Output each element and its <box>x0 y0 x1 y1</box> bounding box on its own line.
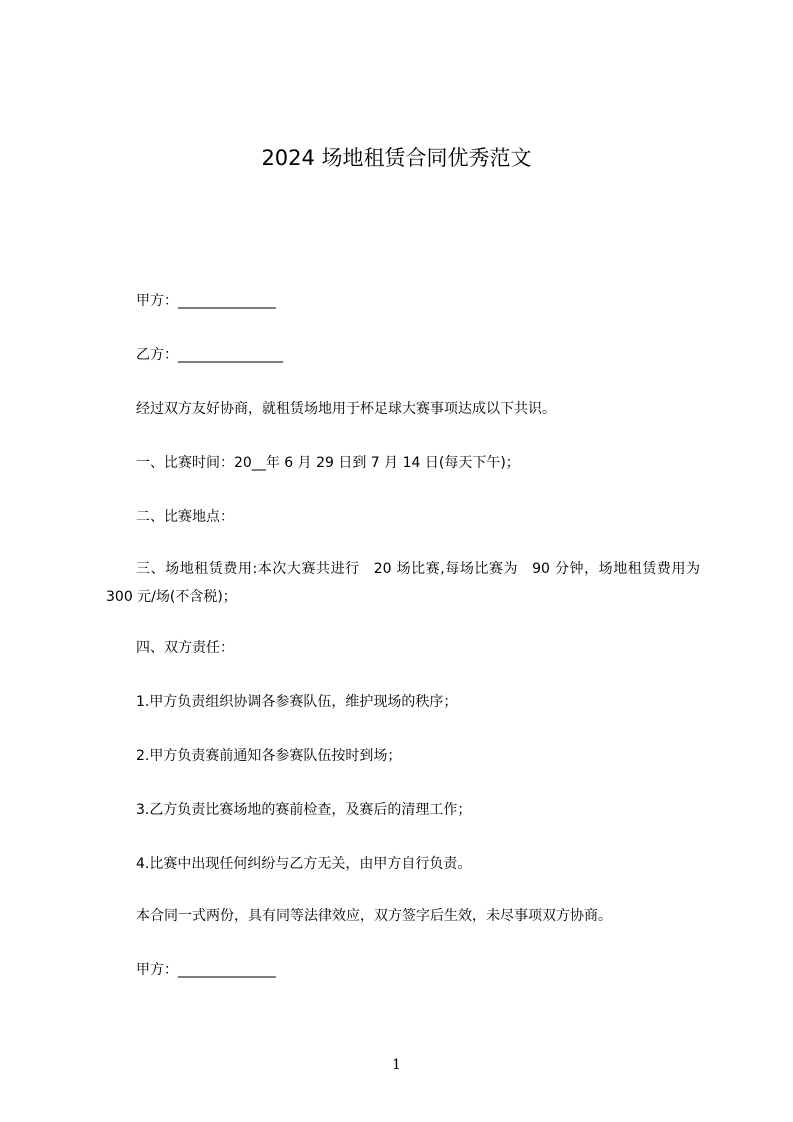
duty-item-2: 2.甲方负责赛前通知各参赛队伍按时到场； <box>136 748 402 764</box>
party-b-line: 乙方：_______________ <box>136 347 283 363</box>
clause-3-fees-part-2: 20 场比赛,每场比赛为 <box>373 561 519 577</box>
closing-paragraph: 本合同一式两份，具有同等法律效应，双方签字后生效，未尽事项双方协商。 <box>136 908 612 924</box>
signature-party-a: 甲方：______________ <box>136 962 276 978</box>
duty-item-1: 1.甲方负责组织协调各参赛队伍，维护现场的秩序； <box>136 694 458 710</box>
party-a-line: 甲方：______________ <box>136 293 276 309</box>
page-number: 1 <box>392 1057 401 1073</box>
clause-3-fees-part-3: 90 分钟，场地租赁费用为 300 元/场(不含税)； <box>106 561 701 605</box>
clause-2-location: 二、比赛地点： <box>136 509 234 525</box>
clause-4-responsibilities: 四、双方责任： <box>136 640 234 656</box>
duty-item-4: 4.比赛中出现任何纠纷与乙方无关，由甲方自行负责。 <box>136 856 472 872</box>
intro-paragraph: 经过双方友好协商，就租赁场地用于杯足球大赛事项达成以下共识。 <box>136 401 556 417</box>
clause-3-fees-part-1: 三、场地租赁费用:本次大赛共进行 <box>136 561 360 577</box>
clause-1-time: 一、比赛时间：20__年 6 月 29 日到 7 月 14 日(每天下午)； <box>136 455 520 471</box>
document-title: 2024 场地租赁合同优秀范文 <box>261 146 532 170</box>
clause-3-fees <box>106 555 700 611</box>
duty-item-3: 3.乙方负责比赛场地的赛前检查，及赛后的清理工作； <box>136 802 472 818</box>
